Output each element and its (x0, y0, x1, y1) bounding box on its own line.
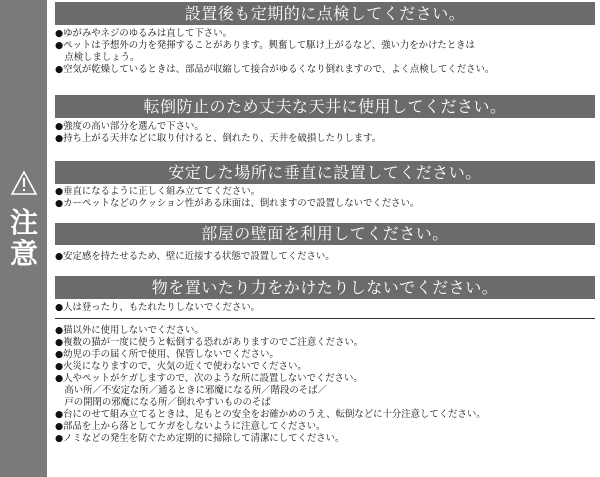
general-text-line: ●人やペットがケガしますので、次のような所に設置しないでください。 (55, 373, 363, 384)
general-text-line: ●部品を上から落としてケガをしないように注意してください。 (55, 421, 326, 432)
general-text-line: ●ノミなどの発生を防ぐため定期的に掃除して清潔にしてください。 (55, 433, 345, 444)
caution-label-char-2: 意 (9, 237, 38, 270)
section-text-line: ●強度の高い部分を選んで下さい。 (55, 121, 204, 132)
section-heading-vertical: 安定した場所に垂直に設置してください。 (55, 161, 595, 184)
general-text-line: 高い所／不安定な所／通るときに邪魔になる所／階段のそば／ (55, 385, 327, 396)
section-heading-ceiling: 転倒防止のため丈夫な天井に使用してください。 (55, 95, 595, 118)
section-text-line: ●持ち上がる天井などに取り付けると、倒れたり、天井を破損したりします。 (55, 133, 382, 144)
general-text-line: ●猫以外に使用しないでください。 (55, 325, 204, 336)
general-text-line: ●複数の猫が一度に使うと転倒する恐れがありますのでご注意ください。 (55, 337, 364, 348)
caution-label-char-1: 注 (9, 206, 38, 239)
general-text-line: 戸の開閉の邪魔になる所／倒れやすいもののそば (55, 397, 271, 408)
caution-sidebar (0, 0, 47, 477)
general-text-line: ●台にのせて組み立てるときは、足もとの安全をお確かめのうえ、転倒などに十分注意してください。 (55, 409, 486, 420)
section-text-line: ●垂直になるように正しく組み立ててください。 (55, 186, 261, 197)
section-text-line: ●ゆがみやネジのゆるみは直して下さい。 (55, 28, 232, 39)
general-text-line: ●幼児の手の届く所で使用、保管しないでください。 (55, 349, 279, 360)
section-text-line: ●安定感を持たせるため、壁に近接する状態で設置してください。 (55, 251, 335, 262)
general-text-line: ●火災になりますので、火気の近くで使わないでください。 (55, 361, 307, 372)
section-text-line: 点検しましょう。 (55, 52, 140, 63)
section-text-line: ●人は登ったり、もたれたりしないでください。 (55, 302, 261, 313)
section-heading-inspection: 設置後も定期的に点検してください。 (55, 2, 595, 25)
section-text-line: ●ペットは予想外の力を発揮することがあります。興奮して駆け上がるなど、強い力をかけたときは (55, 40, 475, 51)
section-heading-no-load: 物を置いたり力をかけたりしないでください。 (55, 276, 595, 299)
divider (55, 318, 595, 319)
section-text-line: ●カーペットなどのクッション性がある床面は、倒れますので設置しないでください。 (55, 198, 420, 209)
section-text-line: ●空気が乾燥しているときは、部品が収縮して接合がゆるくなり倒れますので、よく点検してください。 (55, 64, 495, 75)
section-heading-wall: 部屋の壁面を利用してください。 (55, 223, 595, 245)
warning-triangle-icon (10, 170, 38, 196)
